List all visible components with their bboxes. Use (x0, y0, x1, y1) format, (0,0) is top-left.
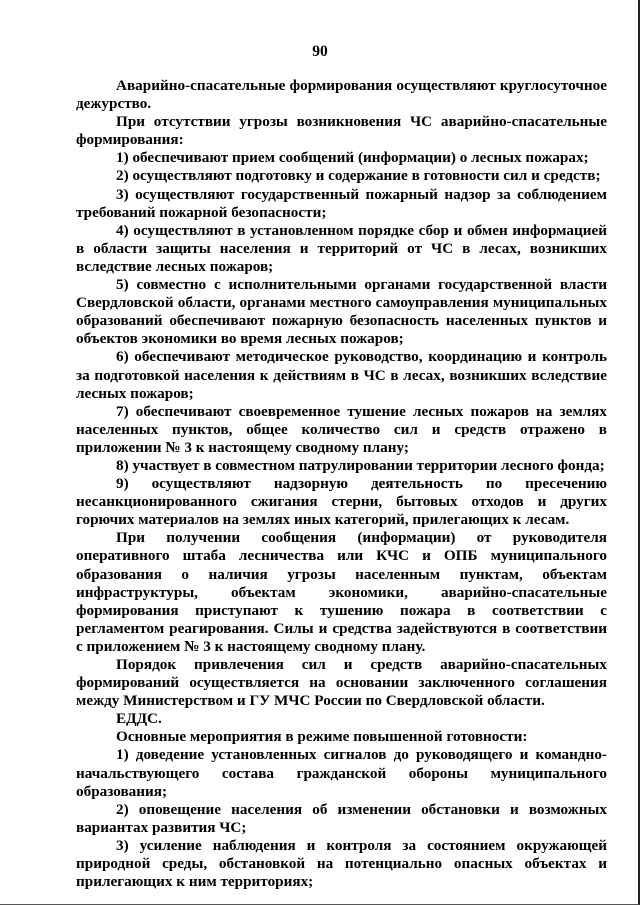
paragraph: Основные мероприятия в режиме повышенной готовности: (116, 728, 528, 746)
page-number: 90 (312, 43, 328, 60)
list-item: 1) обеспечивают прием сообщений (информации) о лесных пожарах; (116, 149, 589, 167)
paragraph: Порядок привлечения сил и средств аварийно-спасательных формирований осуществляется на основании заключенного соглашения между Министерством и ГУ МЧС России по Свердловской области. (76, 656, 607, 710)
document-body (76, 77, 607, 891)
list-item: 5) совместно с исполнительными органами государственной власти Свердловской области, органами местного самоуправления муниципальных образований обеспечивают пожарную безопасность населенных пунктов и объектов экономики во время лесных пожаров; (76, 276, 607, 348)
paragraph: При получении сообщения (информации) от руководителя оперативного штаба лесничества или КЧС и ОПБ муниципального образования о наличия угрозы населенным пунктам, объектам инфраструктуры, объектам экономики, аварийно-спасательные формирования приступают к тушению пожара в соответствии с регламентом реагирования. Силы и средства задействуются в соответствии с приложением № 3 к настоящему сводному плану. (76, 529, 607, 655)
list-item: 6) обеспечивают методическое руководство, координацию и контроль за подготовкой населения к действиям в ЧС в лесах, возникших вследствие лесных пожаров; (76, 348, 607, 402)
list-item: 3) осуществляют государственный пожарный надзор за соблюдением требований пожарной безопасности; (76, 185, 607, 221)
list-item: 8) участвует в совместном патрулировании территории лесного фонда; (116, 456, 605, 474)
list-item: 1) доведение установленных сигналов до руководящего и командно-начальствующего состава гражданской обороны муниципального образования; (76, 746, 607, 800)
list-item: 9) осуществляют надзорную деятельность по пресечению несанкционированного сжигания стерни, бытовых отходов и других горючих материалов на землях иных категорий, прилегающих к лесам. (76, 475, 607, 529)
section-heading: ЕДДС. (116, 710, 162, 728)
list-item: 7) обеспечивают своевременное тушение лесных пожаров на землях населенных пунктов, общее количество сил и средств отражено в приложении № 3 к настоящему сводному плану; (76, 402, 607, 456)
list-item: 3) усиление наблюдения и контроля за состоянием окружающей природной среды, обстановкой на потенциально опасных объектах и прилегающих к ним территориях; (76, 836, 607, 891)
paragraph: При отсутствии угрозы возникновения ЧС аварийно-спасательные формирования: (76, 113, 607, 149)
list-item: 2) осуществляют подготовку и содержание в готовности сил и средств; (116, 167, 601, 185)
list-item: 4) осуществляют в установленном порядке сбор и обмен информацией в области защиты населения и территорий от ЧС в лесах, возникших вследствие лесных пожаров; (76, 221, 607, 275)
paragraph: Аварийно-спасательные формирования осуществляют круглосуточное дежурство. (76, 77, 607, 113)
list-item: 2) оповещение населения об изменении обстановки и возможных вариантах развития ЧС; (76, 800, 607, 836)
